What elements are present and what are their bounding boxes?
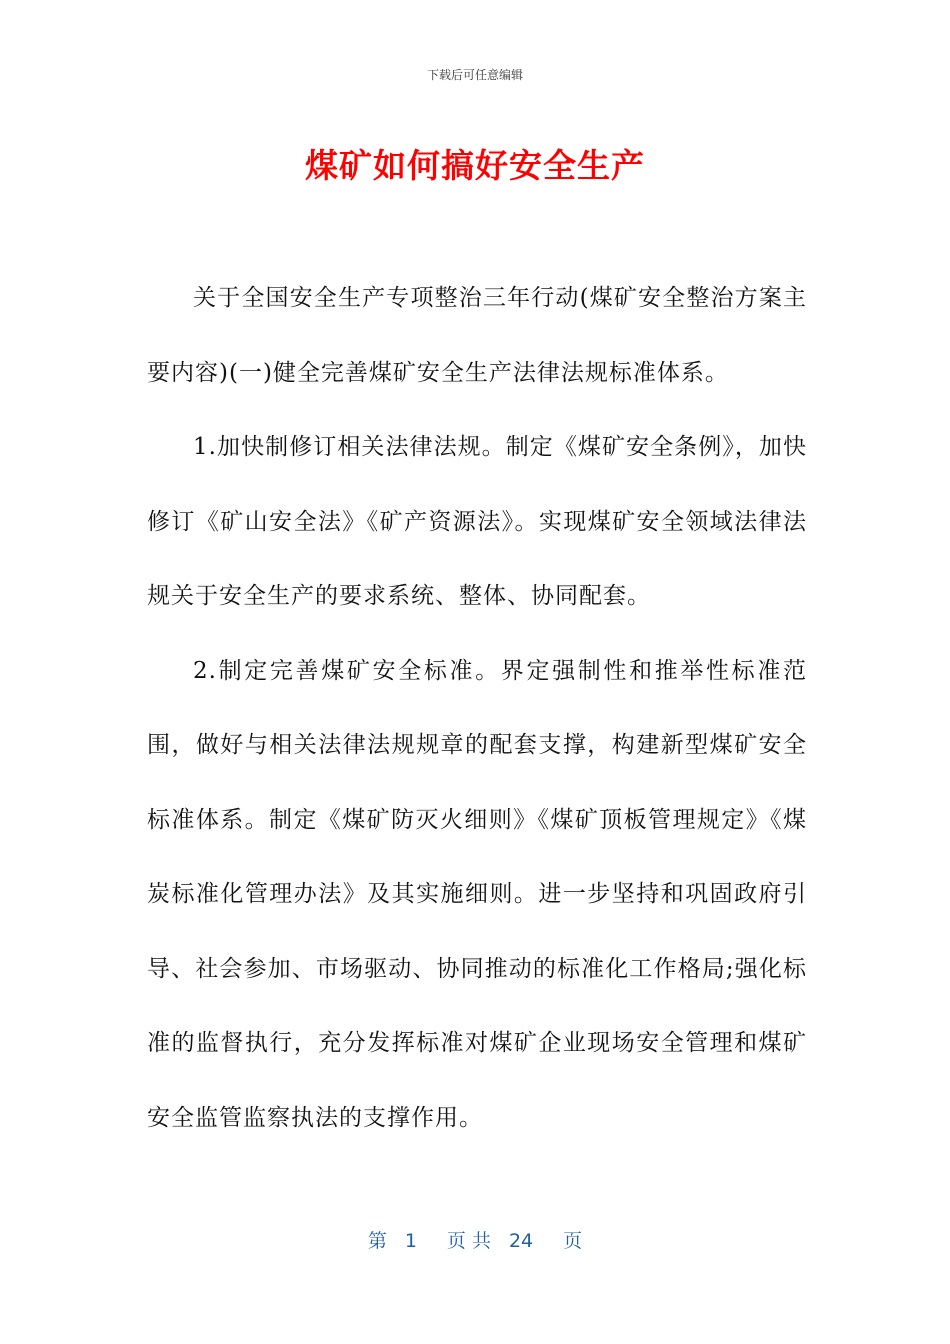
- paragraph-3: 2.制定完善煤矿安全标准。界定强制性和推举性标准范围，做好与相关法律法规规章的配套支撑，构建新型煤矿安全标准体系。制定《煤矿防灭火细则》《煤矿顶板管理规定》《煤炭标准化管理办法》及其实施细则。进一步坚持和巩固政府引导、社会参加、市场驱动、协同推动的标准化工作格局;强化标准的监督执行，充分发挥标准对煤矿企业现场安全管理和煤矿安全监管监察执法的支撑作用。: [147, 657, 807, 1131]
- page-footer: [0, 1226, 950, 1253]
- footer-page-number: 1: [404, 1230, 417, 1252]
- footer-middle: 页 共: [446, 1230, 491, 1252]
- document-body: [147, 261, 807, 1155]
- paragraph-1: 关于全国安全生产专项整治三年行动(煤矿安全整治方案主要内容)(一)健全完善煤矿安全生产法律法规标准体系。: [147, 285, 807, 386]
- paragraph-2: 1.加快制修订相关法律法规。制定《煤矿安全条例》，加快修订《矿山安全法》《矿产资源法》。实现煤矿安全领域法律法规关于安全生产的要求系统、整体、协同配套。: [147, 434, 807, 609]
- footer-total-pages: 24: [508, 1230, 534, 1252]
- header-note: 下载后可任意编辑: [426, 68, 523, 82]
- footer-prefix: 第: [367, 1230, 387, 1252]
- document-title: 煤矿如何搞好安全生产: [305, 146, 645, 185]
- footer-suffix: 页: [563, 1230, 583, 1252]
